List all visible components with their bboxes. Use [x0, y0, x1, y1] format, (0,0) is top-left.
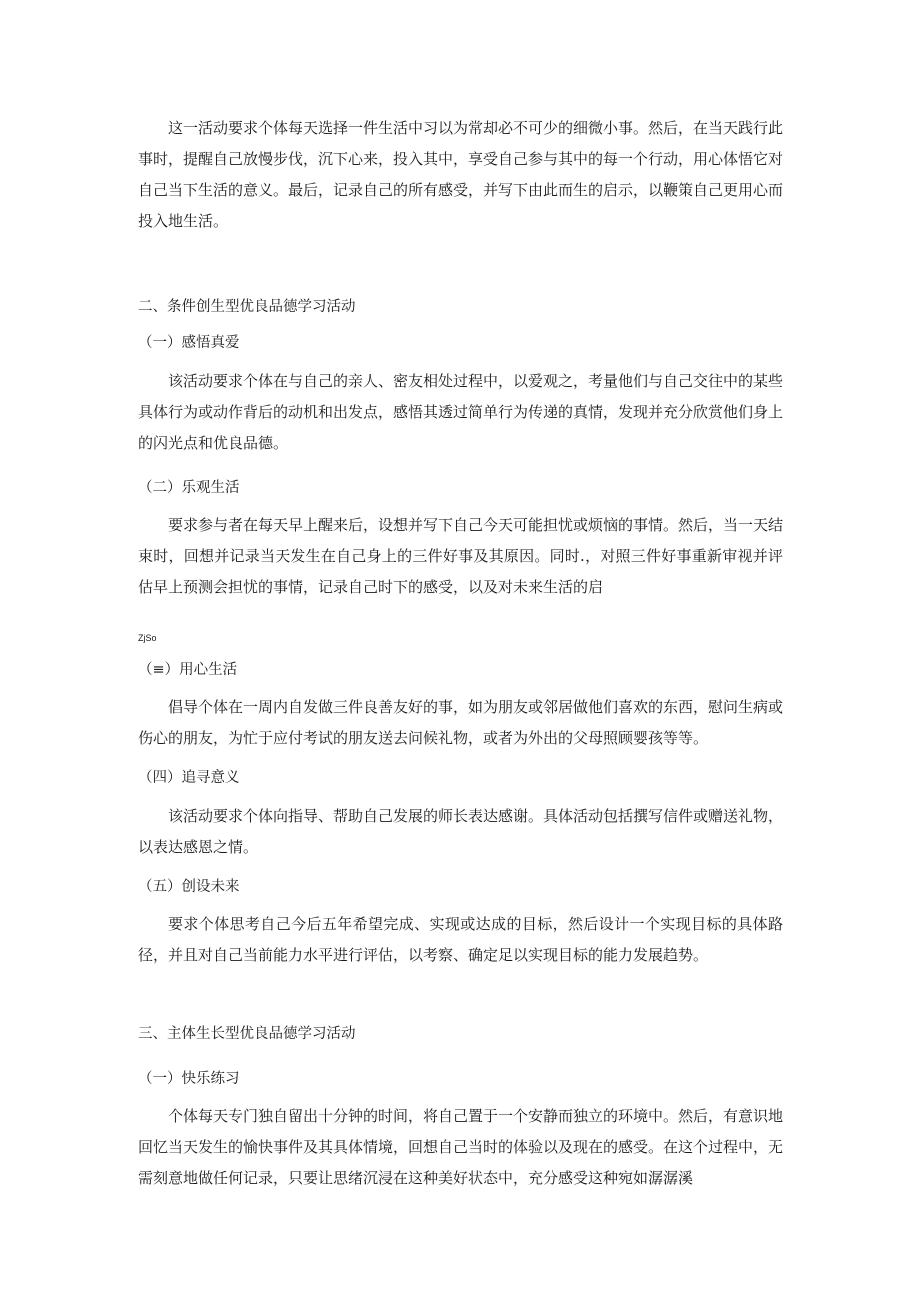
- section-3-heading: 三、主体生长型优良品德学习活动: [138, 1026, 356, 1042]
- section-2-heading: 二、条件创生型优良品德学习活动: [138, 299, 356, 315]
- section-2-item-5-title: （五）创设未来: [138, 879, 240, 895]
- section-2-item-2-title: （二）乐观生活: [138, 480, 240, 496]
- intro-paragraph: 这一活动要求个体每天选择一件生活中习以为常却必不可少的细微小事。然后，在当天践行此事时，提醒自己放慢步伐，沉下心来，投入其中，享受自己参与其中的每一个行动，用心体悟它对自己当下生活的意义。最后，记录自己的所有感受，并写下由此而生的启示，以鞭策自己更用心而投入地生活。: [138, 119, 784, 230]
- stray-text: ZjSo: [138, 633, 157, 643]
- section-2-item-3-title: （≡）用心生活: [138, 662, 238, 678]
- section-2-item-1-body: 该活动要求个体在与自己的亲人、密友相处过程中，以爱观之，考量他们与自己交往中的某些具体行为或动作背后的动机和出发点，感悟其透过简单行为传递的真情，发现并充分欣赏他们身上的闪光点和优良品德。: [138, 372, 784, 452]
- section-2-item-4-body: 该活动要求个体向指导、帮助自己发展的师长表达感谢。具体活动包括撰写信件或赠送礼物，以表达感恩之情。: [138, 807, 784, 856]
- section-2-item-4-title: （四）追寻意义: [138, 770, 240, 786]
- section-3-item-1-body: 个体每天专门独自留出十分钟的时间，将自己置于一个安静而独立的环境中。然后，有意识地回忆当天发生的愉快事件及其具体情境，回想自己当时的体验以及现在的感受。在这个过程中，无需刻意地做任何记录，只要让思绪沉浸在这种美好状态中，充分感受这种宛如潺潺溪: [138, 1107, 784, 1187]
- section-2-item-1-title: （一）感悟真爱: [138, 335, 240, 351]
- section-3-item-1-title: （一）快乐练习: [138, 1071, 240, 1087]
- section-2-item-3-body: 倡导个体在一周内自发做三件良善友好的事，如为朋友或邻居做他们喜欢的东西，慰问生病或伤心的朋友，为忙于应付考试的朋友送去问候礼物，或者为外出的父母照顾婴孩等等。: [138, 698, 784, 747]
- section-2-item-5-body: 要求个体思考自己今后五年希望完成、实现或达成的目标，然后设计一个实现目标的具体路径，并且对自己当前能力水平进行评估，以考察、确定足以实现目标的能力发展趋势。: [138, 915, 783, 964]
- section-2-item-2-body: 要求参与者在每天早上醒来后，设想并写下自己今天可能担忧或烦恼的事情。然后，当一天结束时，回想并记录当天发生在自己身上的三件好事及其原因。同时.，对照三件好事重新审视并评估早上预测会担忧的事情，记录自己时下的感受，以及对未来生活的启: [138, 516, 784, 596]
